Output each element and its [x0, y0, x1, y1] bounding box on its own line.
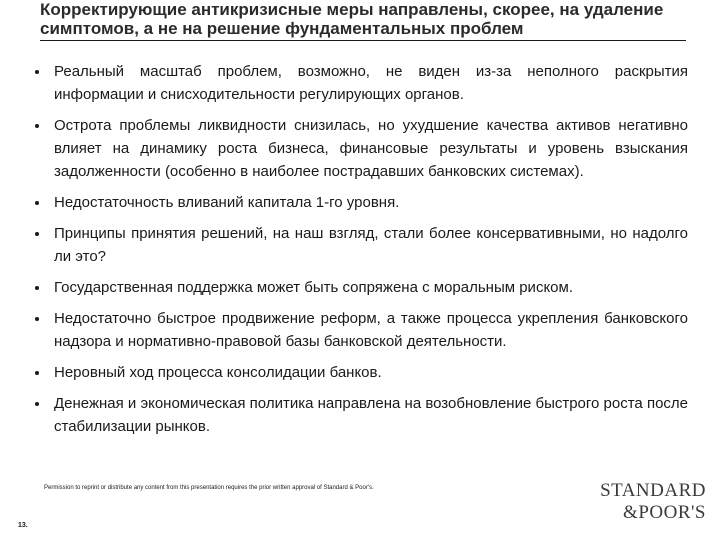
bullet-list — [30, 60, 688, 438]
bullet-text: Недостаточность вливаний капитала 1-го уровня. — [54, 194, 400, 211]
bullet-text: Неровный ход процесса консолидации банков. — [54, 364, 382, 381]
bullet-text: Реальный масштаб проблем, возможно, не виден из-за неполного раскрытия информации и снисходительности регулирующих органов. — [54, 63, 688, 103]
logo-line-standard: STANDARD — [600, 480, 706, 501]
standard-and-poors-logo — [586, 480, 706, 524]
bullet-text: Принципы принятия решений, на наш взгляд, стали более консервативными, но надолго ли это? — [54, 225, 688, 265]
permission-notice: Permission to reprint or distribute any content from this presentation requires the prior written approval of Standard & Poor's. — [44, 485, 374, 491]
bullet-item — [30, 276, 688, 299]
bullet-dot-icon — [35, 286, 39, 290]
bullet-item — [30, 392, 688, 438]
bullet-dot-icon — [35, 371, 39, 375]
bullet-dot-icon — [35, 124, 39, 128]
bullet-item — [30, 114, 688, 183]
bullet-text: Недостаточно быстрое продвижение реформ, а также процесса укрепления банковского надзора и нормативно-правовой базы банковской деятельности. — [54, 310, 688, 350]
bullet-dot-icon — [35, 317, 39, 321]
logo-line-poors: &POOR'S — [623, 502, 706, 523]
bullet-item — [30, 60, 688, 106]
bullet-dot-icon — [35, 232, 39, 236]
bullet-item — [30, 222, 688, 268]
bullet-item — [30, 191, 688, 214]
slide-title: Корректирующие антикризисные меры направлены, скорее, на удаление симптомов, а не на решение фундаментальных проблем — [40, 0, 664, 38]
title-underline — [40, 40, 686, 41]
bullet-text: Острота проблемы ликвидности снизилась, но ухудшение качества активов негативно влияет на динамику роста бизнеса, финансовые результаты и уровень взыскания задолженности (особенно в наиболее пострадавших банковских системах). — [54, 117, 688, 180]
bullet-dot-icon — [35, 201, 39, 205]
bullet-item — [30, 307, 688, 353]
page-number: 13. — [18, 522, 28, 529]
bullet-dot-icon — [35, 402, 39, 406]
bullet-text: Государственная поддержка может быть сопряжена с моральным риском. — [54, 279, 573, 296]
bullet-text: Денежная и экономическая политика направлена на возобновление быстрого роста после стабилизации рынков. — [54, 395, 689, 435]
bullet-item — [30, 361, 688, 384]
bullet-dot-icon — [35, 70, 39, 74]
